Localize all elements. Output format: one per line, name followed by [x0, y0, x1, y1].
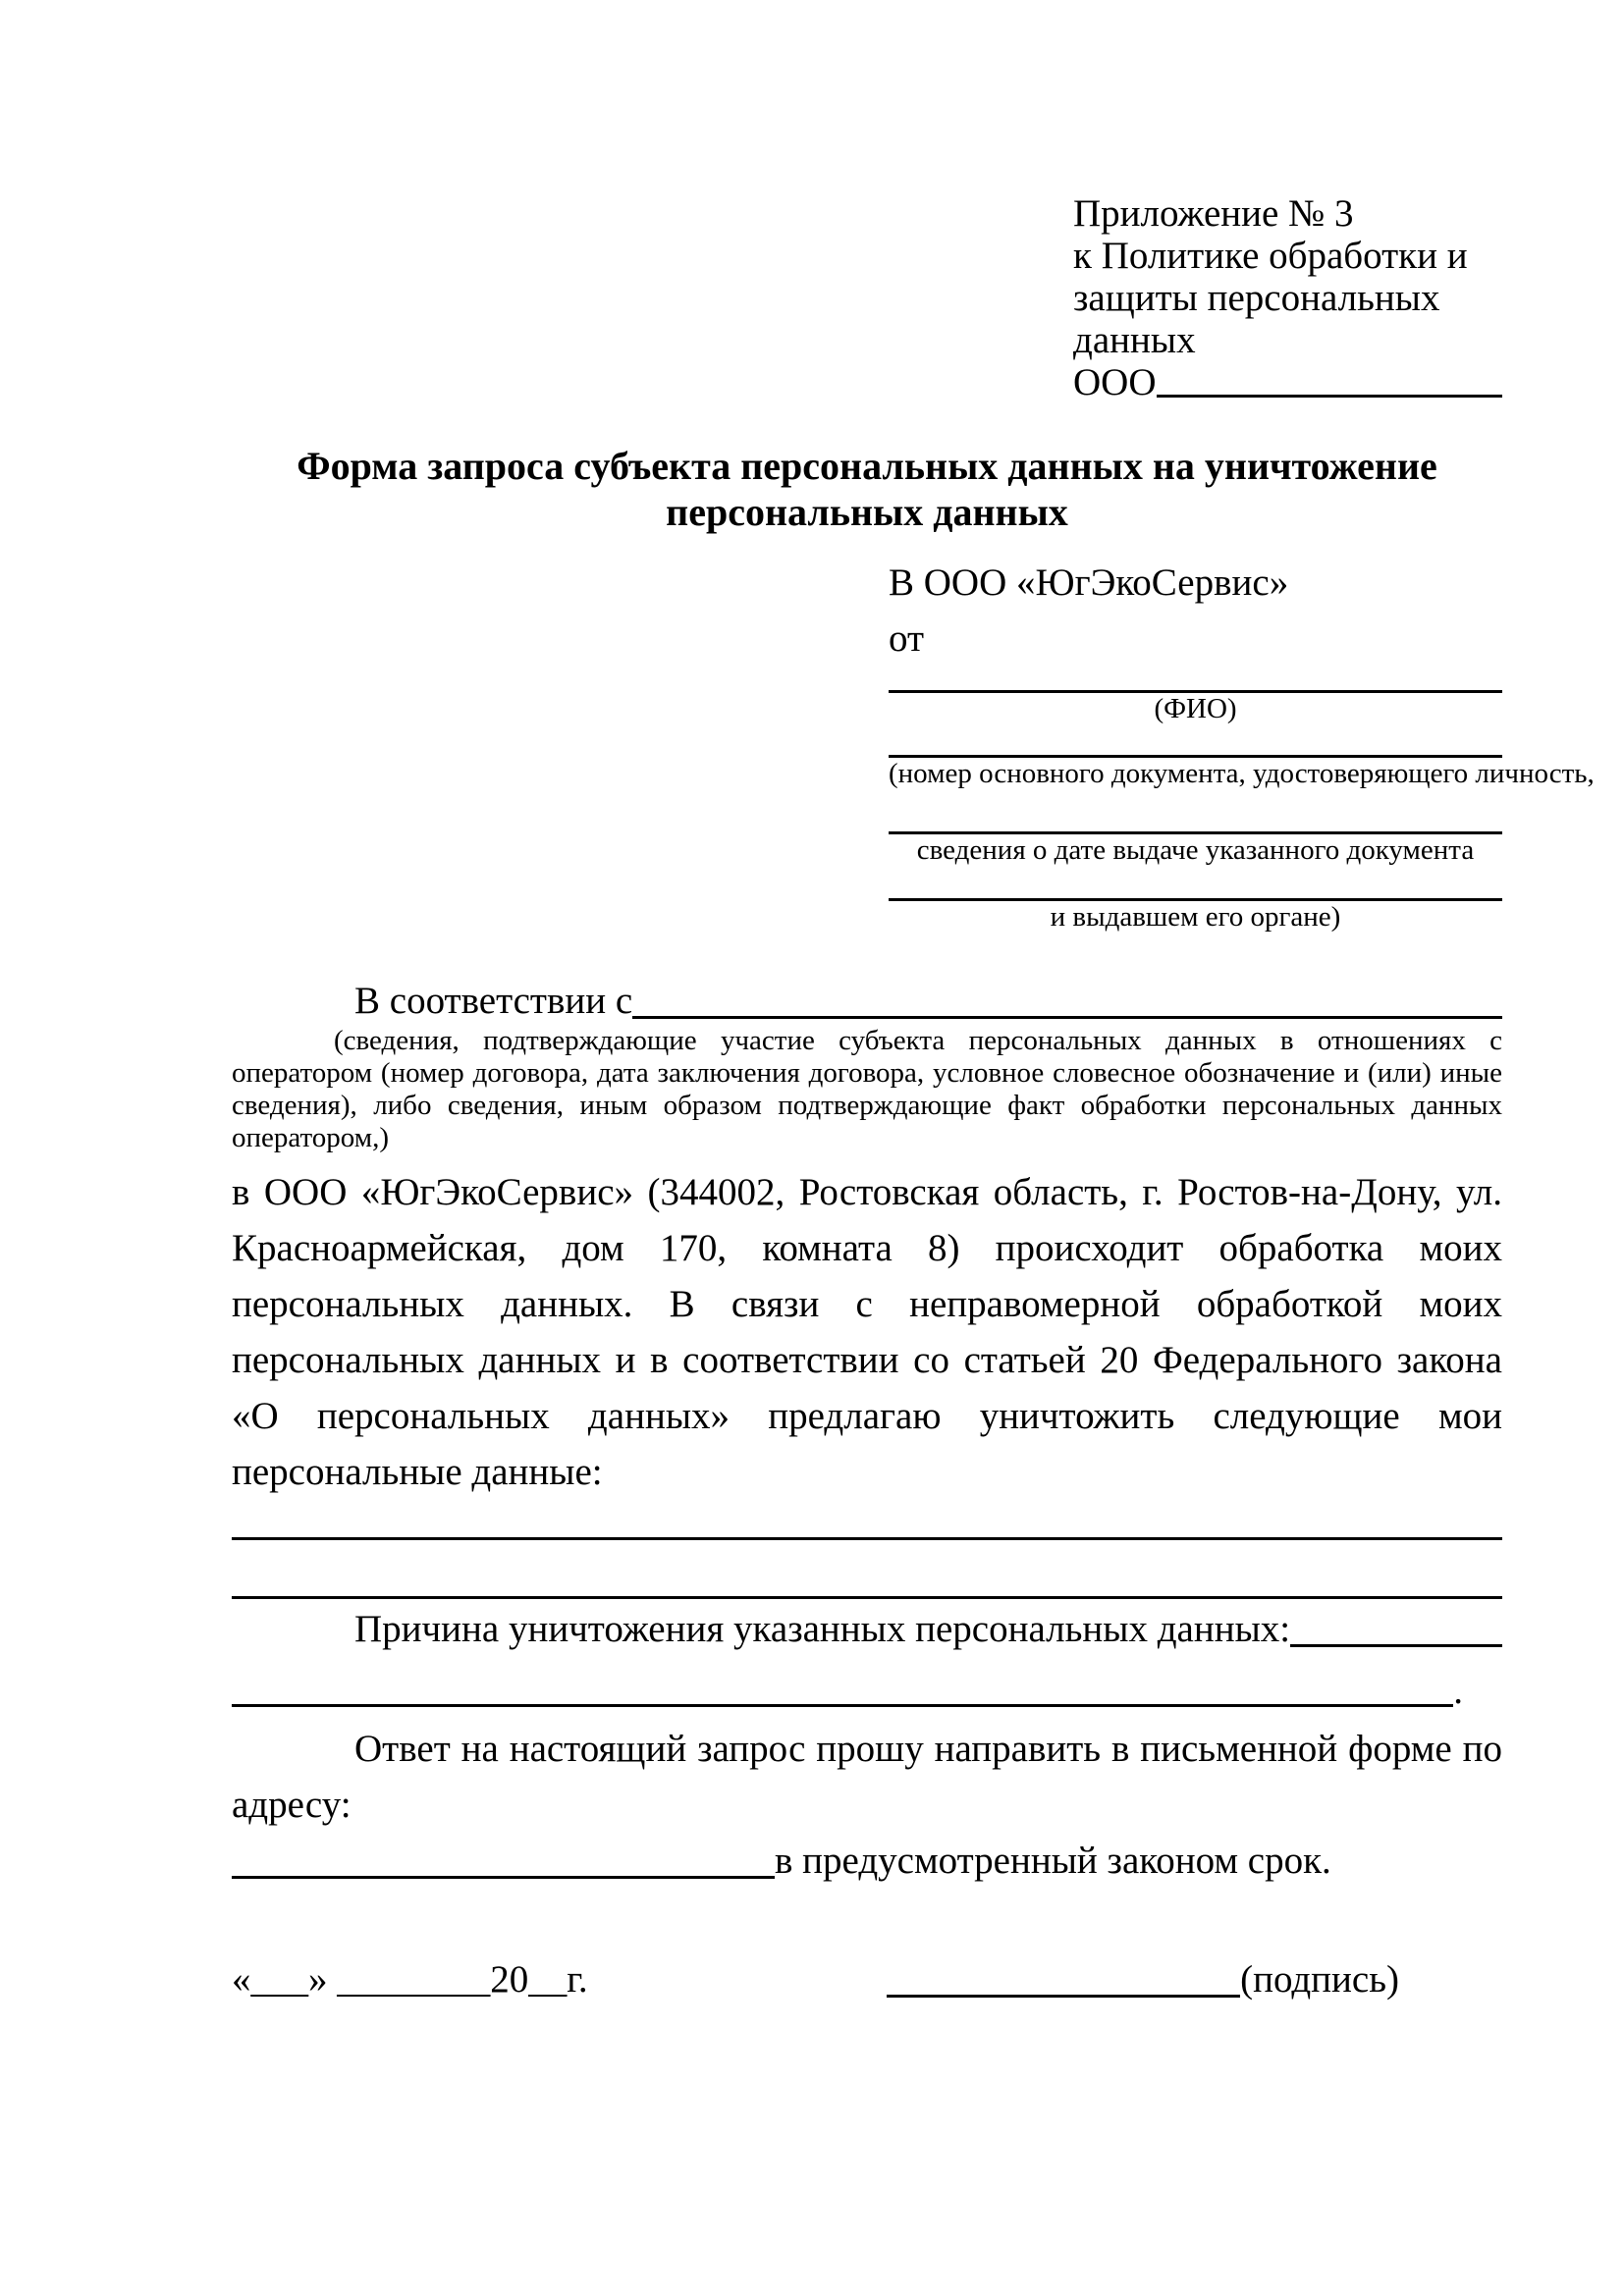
document-title: Форма запроса субъекта персональных данных на уничтожение персональных данных [297, 444, 1437, 534]
doc-date-caption: сведения о дате выдаче указанного документа [916, 834, 1475, 866]
fio-blank [889, 667, 1502, 693]
data-blank-line-1 [232, 1500, 1502, 1540]
company-name-blank [1157, 361, 1503, 398]
signature-blank [887, 1951, 1240, 1998]
reason-blank-continued [232, 1657, 1453, 1707]
reason-line [232, 1601, 1502, 1657]
fio-caption: (ФИО) [1154, 693, 1237, 724]
doc-issuer-blank [889, 867, 1502, 901]
accordance-lead-text: В соответствии с [354, 980, 633, 1022]
appendix-line-3: защиты персональных данных [1073, 277, 1440, 361]
appendix-line-2: к Политике обработки и [1073, 235, 1468, 277]
reason-blank-line-2 [232, 1657, 1463, 1713]
doc-number-blank [889, 725, 1502, 758]
accordance-footnote: (сведения, подтверждающие участие субъекта персональных данных в отношениях с оператором (номер договора, дата заключения договора, условное словесное обозначение и (или) иные сведения), либо сведения, иным образом подтверждающие факт обработки персональных данных оператором,) [232, 1025, 1502, 1153]
from-label: от [889, 617, 925, 660]
signature-group [887, 1951, 1399, 2007]
appendix-company-line [1073, 361, 1502, 403]
doc-date-blank [889, 790, 1502, 834]
address-blank [232, 1833, 775, 1879]
reason-trailing-period: . [1453, 1670, 1463, 1712]
appendix-block [1073, 192, 1502, 403]
doc-number-caption: (номер основного документа, удостоверяющего личность, [889, 758, 1595, 789]
appendix-line-1: Приложение № 3 [1073, 192, 1354, 235]
accordance-line [232, 973, 1502, 1029]
date-signature-row [232, 1951, 1502, 2007]
recipient-organization: В ООО «ЮгЭкоСервис» [889, 561, 1289, 604]
recipient-block [889, 555, 1595, 934]
response-term-text: в предусмотренный законом срок. [775, 1840, 1331, 1882]
response-address-line [232, 1833, 1502, 1889]
data-blank-line-2 [232, 1540, 1502, 1599]
doc-issuer-caption: и выдавшем его органе) [1050, 901, 1341, 933]
signature-caption: (подпись) [1240, 1958, 1399, 2001]
date-line: «___» ________20__г. [232, 1958, 588, 2001]
reason-label: Причина уничтожения указанных персональных данных: [354, 1608, 1291, 1650]
reason-blank [1290, 1601, 1502, 1647]
response-request-line: Ответ на настоящий запрос прошу направить в письменной форме по адресу: [232, 1728, 1502, 1826]
appendix-company-prefix: ООО [1073, 361, 1157, 403]
body-paragraph: в ООО «ЮгЭкоСервис» (344002, Ростовская область, г. Ростов-на-Дону, ул. Красноармейская, дом 170, комната 8) происходит обработка моих персональных данных. В связи с неправомерной обработкой моих персональных данных и в соответствии со статьей 20 Федерального закона «О персональных данных» предлагаю уничтожить следующие мои персональные данные: [232, 1171, 1502, 1493]
accordance-blank [632, 973, 1502, 1019]
